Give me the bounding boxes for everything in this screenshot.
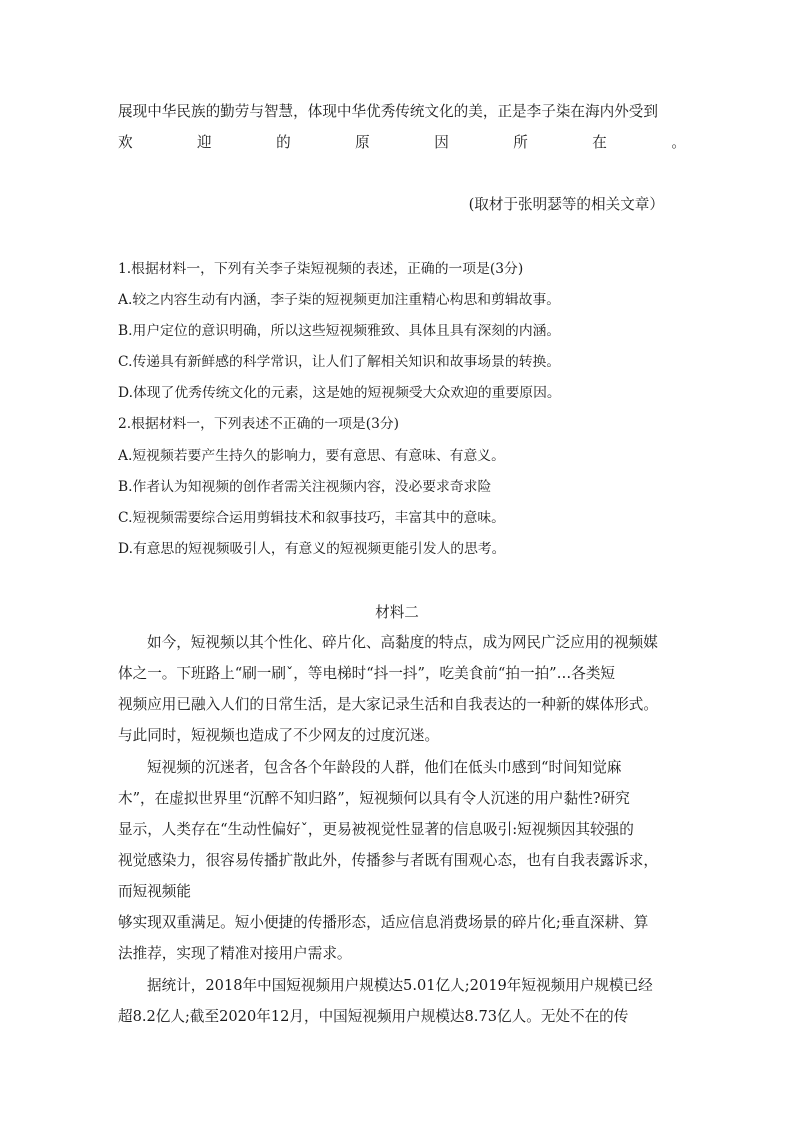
- material-2-line: 视觉感染力，很容易传播扩散此外，传播参与者既有围观心态，也有自我表露诉求，: [118, 852, 658, 869]
- question-1-option-a: A.较之内容生动有内涵，李子柒的短视频更加注重精心构思和剪辑故事。: [118, 292, 561, 308]
- material-2-line: 法推荐，实现了精准对接用户需求。: [118, 945, 352, 962]
- intro-char: 的: [276, 134, 291, 151]
- material-2-heading: 材料二: [375, 604, 419, 621]
- intro-char: 原: [355, 134, 370, 151]
- question-2-option-a: A.短视频若要产生持久的影响力，要有意思、有意味、有意义。: [118, 448, 505, 464]
- material-2-line: 如今，短视频以其个性化、碎片化、高黏度的特点，成为网民广泛应用的视频媒: [147, 634, 658, 651]
- question-1-stem: 1.根据材料一，下列有关李子柒短视频的表述，正确的一项是(3分): [118, 261, 524, 277]
- material-2-line: 显示，人类存在“生动性偏好ˇ，更易被视觉性显著的信息吸引:短视频因其较强的: [118, 821, 634, 838]
- question-1-option-c: C.传递具有新鲜感的科学常识，让人们了解相关知识和故事场景的转换。: [118, 354, 561, 370]
- material-2-line: 与此同时，短视频也造成了不少网友的过度沉迷。: [118, 727, 440, 744]
- intro-char: 迎: [197, 134, 212, 151]
- material-2-line: 木”，在虚拟世界里“沉醉不知归路”，短视频何以具有令人沉迷的用户黏性?研究: [118, 790, 630, 807]
- material-2-line: 视频应用已融入人们的日常生活，是大家记录生活和自我表达的一种新的媒体形式。: [118, 696, 658, 713]
- intro-line-2: [118, 133, 686, 153]
- material-2-line: 据统计，2018年中国短视频用户规模达5.01亿人;2019年短视频用户规模已经: [147, 977, 653, 994]
- question-2-option-d: D.有意思的短视频吸引人，有意义的短视频更能引发人的思考。: [118, 541, 506, 557]
- material-2-line: 够实现双重满足。短小便捷的传播形态，适应信息消费场景的碎片化;垂直深耕、算: [118, 914, 649, 931]
- source-citation: (取材于张明瑟等的相关文章）: [468, 196, 664, 213]
- material-2-line: 体之一。下班路上“刷一刷ˇ，等电梯时“抖一抖”，吃美食前“拍一拍”…各类短: [118, 665, 616, 682]
- intro-char: 在: [592, 134, 607, 151]
- intro-line-1: 展现中华民族的勤劳与智慧，体现中华优秀传统文化的美，正是李子柒在海内外受到: [118, 103, 658, 120]
- material-2-line: 超8.2亿人;截至2020年12月，中国短视频用户规模达8.73亿人。无处不在的传: [118, 1008, 629, 1025]
- material-2-line: 而短视频能: [118, 883, 191, 900]
- intro-char: 欢: [118, 134, 133, 151]
- question-2-stem: 2.根据材料一，下列表述不正确的一项是(3分): [118, 416, 400, 432]
- intro-char: 所: [513, 134, 528, 151]
- question-1-option-d: D.体现了优秀传统文化的元素，这是她的短视频受大众欢迎的重要原因。: [118, 385, 561, 401]
- question-2-option-b: B.作者认为知视频的创作者需关注视频内容，没必要求奇求险: [118, 479, 492, 495]
- intro-char: 。: [671, 134, 686, 151]
- intro-char: 因: [434, 134, 449, 151]
- material-2-line: 短视频的沉迷者，包含各个年龄段的人群，他们在低头巾感到“时间知觉麻: [147, 759, 622, 776]
- question-1-option-b: B.用户定位的意识明确，所以这些短视频雅致、具体且具有深刻的内涵。: [118, 323, 561, 339]
- question-2-option-c: C.短视频需要综合运用剪辑技术和叙事技巧，丰富其中的意味。: [118, 510, 505, 526]
